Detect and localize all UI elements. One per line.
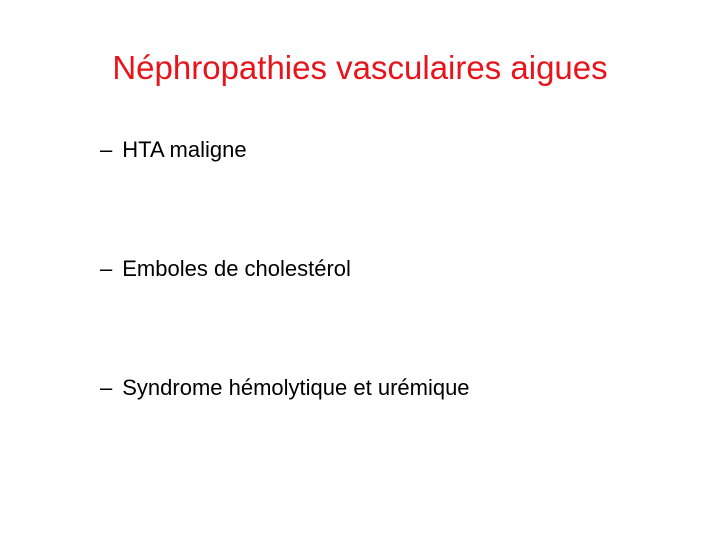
bullet-item [100,135,247,165]
bullet-text: Syndrome hémolytique et urémique [122,375,470,400]
bullet-dash: – [100,137,113,162]
bullet-item [100,373,470,403]
bullet-text: Emboles de cholestérol [122,256,351,281]
bullet-dash: – [100,375,113,400]
slide-title: Néphropathies vasculaires aigues [112,49,608,86]
bullet-dash: – [100,256,113,281]
bullet-item [100,254,351,284]
bullet-text: HTA maligne [122,137,247,162]
